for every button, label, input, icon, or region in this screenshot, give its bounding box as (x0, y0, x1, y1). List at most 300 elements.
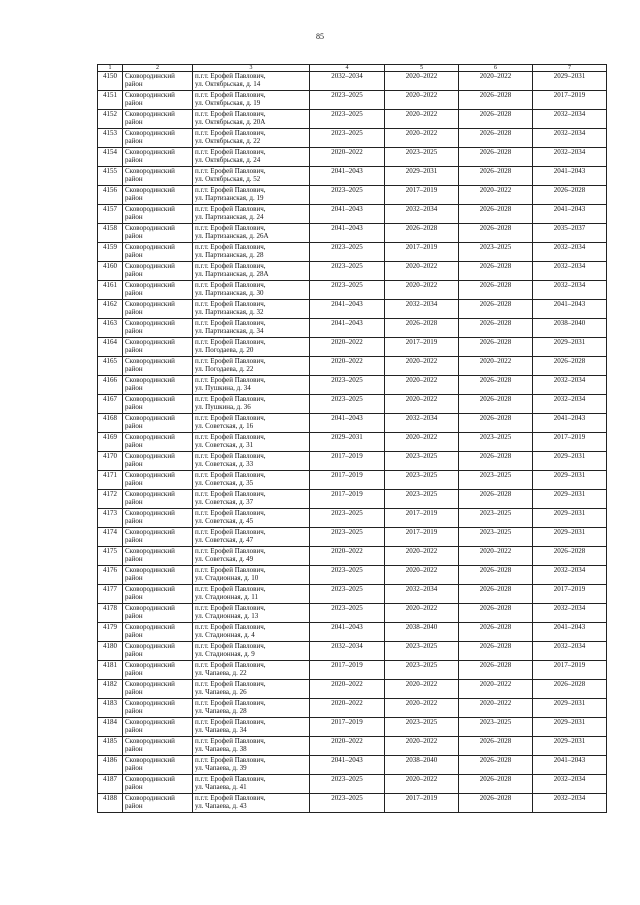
table-row (98, 547, 607, 566)
period-cell-col6: 2026–2028 (459, 148, 533, 167)
address-cell (193, 262, 310, 281)
period-cell-col6: 2020–2022 (459, 680, 533, 699)
district-cell (123, 794, 193, 813)
district-line: Сковородинский (125, 509, 175, 517)
address-line: ул. Октябрьская, д. 52 (195, 175, 261, 183)
district-line: район (125, 251, 143, 259)
period-cell-col6: 2026–2028 (459, 319, 533, 338)
period-cell-col4: 2020–2022 (310, 357, 385, 376)
district-line: Сковородинский (125, 243, 175, 251)
period-cell-col5: 2023–2025 (385, 490, 459, 509)
column-number: 4 (310, 65, 385, 72)
district-line: район (125, 479, 143, 487)
period-cell-col5: 2038–2040 (385, 756, 459, 775)
column-number: 7 (533, 65, 607, 72)
address-line: п.г.т. Ерофей Павлович, (195, 547, 266, 555)
address-cell (193, 319, 310, 338)
address-cell (193, 547, 310, 566)
address-cell (193, 205, 310, 224)
address-line: п.г.т. Ерофей Павлович, (195, 281, 266, 289)
table-row (98, 395, 607, 414)
period-cell-col4: 2023–2025 (310, 794, 385, 813)
period-cell-col7: 2029–2031 (533, 490, 607, 509)
address-line: п.г.т. Ерофей Павлович, (195, 205, 266, 213)
period-cell-col4: 2017–2019 (310, 490, 385, 509)
address-line: п.г.т. Ерофей Павлович, (195, 224, 266, 232)
table-row (98, 110, 607, 129)
address-line: п.г.т. Ерофей Павлович, (195, 661, 266, 669)
address-line: ул. Чапаева, д. 43 (195, 802, 247, 810)
table-row (98, 642, 607, 661)
period-cell-col6: 2026–2028 (459, 452, 533, 471)
district-line: Сковородинский (125, 566, 175, 574)
address-cell (193, 224, 310, 243)
address-line: п.г.т. Ерофей Павлович, (195, 737, 266, 745)
period-cell-col5: 2020–2022 (385, 72, 459, 91)
period-cell-col4: 2017–2019 (310, 718, 385, 737)
district-line: район (125, 498, 143, 506)
district-line: Сковородинский (125, 300, 175, 308)
period-cell-col6: 2026–2028 (459, 110, 533, 129)
period-cell-col5: 2017–2019 (385, 794, 459, 813)
table-row (98, 737, 607, 756)
district-line: Сковородинский (125, 414, 175, 422)
address-line: ул. Погодаева, д. 20 (195, 346, 254, 354)
period-cell-col5: 2020–2022 (385, 91, 459, 110)
period-cell-col7: 2032–2034 (533, 642, 607, 661)
record-number-cell: 4167 (98, 395, 123, 414)
period-cell-col7: 2029–2031 (533, 471, 607, 490)
address-line: п.г.т. Ерофей Павлович, (195, 452, 266, 460)
period-cell-col5: 2020–2022 (385, 376, 459, 395)
record-number-cell: 4180 (98, 642, 123, 661)
table-row (98, 91, 607, 110)
table-row (98, 243, 607, 262)
period-cell-col5: 2032–2034 (385, 205, 459, 224)
district-line: район (125, 574, 143, 582)
district-line: Сковородинский (125, 148, 175, 156)
district-line: район (125, 213, 143, 221)
address-line: п.г.т. Ерофей Павлович, (195, 623, 266, 631)
table-row (98, 775, 607, 794)
address-line: ул. Партизанская, д. 32 (195, 308, 264, 316)
district-line: район (125, 517, 143, 525)
period-cell-col5: 2017–2019 (385, 338, 459, 357)
district-cell (123, 680, 193, 699)
district-line: район (125, 460, 143, 468)
address-line: п.г.т. Ерофей Павлович, (195, 433, 266, 441)
period-cell-col4: 2032–2034 (310, 642, 385, 661)
period-cell-col7: 2029–2031 (533, 699, 607, 718)
period-cell-col6: 2026–2028 (459, 756, 533, 775)
table-row (98, 699, 607, 718)
district-cell (123, 566, 193, 585)
address-line: п.г.т. Ерофей Павлович, (195, 91, 266, 99)
district-cell (123, 756, 193, 775)
record-number-cell: 4153 (98, 129, 123, 148)
address-cell (193, 186, 310, 205)
address-line: ул. Погодаева, д. 22 (195, 365, 254, 373)
district-line: район (125, 745, 143, 753)
district-line: Сковородинский (125, 129, 175, 137)
address-cell (193, 680, 310, 699)
district-line: Сковородинский (125, 775, 175, 783)
table-row (98, 756, 607, 775)
record-number-cell: 4181 (98, 661, 123, 680)
table-row (98, 262, 607, 281)
period-cell-col5: 2023–2025 (385, 148, 459, 167)
period-cell-col7: 2026–2028 (533, 547, 607, 566)
district-line: Сковородинский (125, 661, 175, 669)
period-cell-col6: 2026–2028 (459, 566, 533, 585)
table-row (98, 357, 607, 376)
period-cell-col6: 2026–2028 (459, 281, 533, 300)
period-cell-col5: 2023–2025 (385, 642, 459, 661)
period-cell-col4: 2041–2043 (310, 205, 385, 224)
district-line: район (125, 783, 143, 791)
district-line: район (125, 441, 143, 449)
period-cell-col7: 2032–2034 (533, 395, 607, 414)
housing-register-table (97, 64, 607, 813)
table-body (98, 72, 607, 813)
period-cell-col5: 2023–2025 (385, 718, 459, 737)
period-cell-col7: 2029–2031 (533, 737, 607, 756)
period-cell-col6: 2020–2022 (459, 547, 533, 566)
period-cell-col7: 2032–2034 (533, 376, 607, 395)
district-cell (123, 72, 193, 91)
address-line: ул. Чапаева, д. 39 (195, 764, 247, 772)
district-cell (123, 775, 193, 794)
district-line: район (125, 707, 143, 715)
period-cell-col5: 2020–2022 (385, 110, 459, 129)
period-cell-col7: 2026–2028 (533, 357, 607, 376)
table-row (98, 509, 607, 528)
address-line: ул. Стадионная, д. 13 (195, 612, 259, 620)
period-cell-col4: 2023–2025 (310, 281, 385, 300)
period-cell-col6: 2026–2028 (459, 794, 533, 813)
record-number-cell: 4182 (98, 680, 123, 699)
district-line: район (125, 669, 143, 677)
address-line: п.г.т. Ерофей Павлович, (195, 528, 266, 536)
period-cell-col6: 2023–2025 (459, 718, 533, 737)
address-cell (193, 528, 310, 547)
address-cell (193, 566, 310, 585)
address-cell (193, 737, 310, 756)
period-cell-col5: 2020–2022 (385, 604, 459, 623)
period-cell-col4: 2029–2031 (310, 433, 385, 452)
address-cell (193, 661, 310, 680)
period-cell-col5: 2020–2022 (385, 281, 459, 300)
district-line: район (125, 650, 143, 658)
district-line: район (125, 308, 143, 316)
period-cell-col7: 2041–2043 (533, 414, 607, 433)
record-number-cell: 4151 (98, 91, 123, 110)
column-number-row (98, 65, 607, 72)
column-number: 2 (123, 65, 193, 72)
address-line: ул. Октябрьская, д. 22 (195, 137, 261, 145)
district-cell (123, 167, 193, 186)
record-number-cell: 4185 (98, 737, 123, 756)
period-cell-col4: 2023–2025 (310, 585, 385, 604)
period-cell-col6: 2020–2022 (459, 186, 533, 205)
period-cell-col6: 2026–2028 (459, 129, 533, 148)
period-cell-col7: 2041–2043 (533, 623, 607, 642)
table-row (98, 585, 607, 604)
district-line: район (125, 346, 143, 354)
period-cell-col4: 2023–2025 (310, 376, 385, 395)
table-row (98, 376, 607, 395)
period-cell-col7: 2017–2019 (533, 91, 607, 110)
district-line: Сковородинский (125, 604, 175, 612)
record-number-cell: 4168 (98, 414, 123, 433)
period-cell-col5: 2023–2025 (385, 452, 459, 471)
period-cell-col7: 2017–2019 (533, 433, 607, 452)
district-line: район (125, 156, 143, 164)
district-line: Сковородинский (125, 319, 175, 327)
district-line: Сковородинский (125, 623, 175, 631)
address-line: ул. Пушкина, д. 34 (195, 384, 251, 392)
period-cell-col5: 2020–2022 (385, 395, 459, 414)
period-cell-col7: 2017–2019 (533, 661, 607, 680)
address-line: ул. Чапаева, д. 41 (195, 783, 247, 791)
period-cell-col5: 2032–2034 (385, 414, 459, 433)
address-line: п.г.т. Ерофей Павлович, (195, 604, 266, 612)
address-line: п.г.т. Ерофей Павлович, (195, 699, 266, 707)
address-cell (193, 300, 310, 319)
address-cell (193, 243, 310, 262)
district-cell (123, 91, 193, 110)
period-cell-col4: 2041–2043 (310, 414, 385, 433)
address-cell (193, 91, 310, 110)
period-cell-col7: 2041–2043 (533, 756, 607, 775)
table-row (98, 224, 607, 243)
period-cell-col6: 2026–2028 (459, 300, 533, 319)
address-line: п.г.т. Ерофей Павлович, (195, 414, 266, 422)
record-number-cell: 4187 (98, 775, 123, 794)
address-line: ул. Советская, д. 33 (195, 460, 254, 468)
period-cell-col4: 2023–2025 (310, 566, 385, 585)
address-cell (193, 338, 310, 357)
address-line: п.г.т. Ерофей Павлович, (195, 585, 266, 593)
address-cell (193, 490, 310, 509)
district-line: район (125, 270, 143, 278)
period-cell-col7: 2038–2040 (533, 319, 607, 338)
address-line: ул. Партизанская, д. 26А (195, 232, 269, 240)
record-number-cell: 4183 (98, 699, 123, 718)
address-cell (193, 756, 310, 775)
period-cell-col6: 2026–2028 (459, 604, 533, 623)
period-cell-col7: 2032–2034 (533, 129, 607, 148)
period-cell-col6: 2020–2022 (459, 699, 533, 718)
address-line: ул. Советская, д. 45 (195, 517, 254, 525)
address-line: ул. Партизанская, д. 28 (195, 251, 264, 259)
period-cell-col5: 2038–2040 (385, 623, 459, 642)
table-row (98, 72, 607, 91)
record-number-cell: 4179 (98, 623, 123, 642)
district-line: Сковородинский (125, 376, 175, 384)
table-row (98, 186, 607, 205)
period-cell-col5: 2017–2019 (385, 528, 459, 547)
district-cell (123, 509, 193, 528)
period-cell-col4: 2023–2025 (310, 110, 385, 129)
record-number-cell: 4152 (98, 110, 123, 129)
period-cell-col4: 2041–2043 (310, 623, 385, 642)
period-cell-col5: 2020–2022 (385, 680, 459, 699)
address-cell (193, 452, 310, 471)
district-line: Сковородинский (125, 699, 175, 707)
district-line: Сковородинский (125, 72, 175, 80)
district-cell (123, 414, 193, 433)
period-cell-col4: 2041–2043 (310, 167, 385, 186)
address-line: п.г.т. Ерофей Павлович, (195, 471, 266, 479)
address-line: ул. Октябрьская, д. 14 (195, 80, 261, 88)
period-cell-col5: 2023–2025 (385, 661, 459, 680)
period-cell-col7: 2032–2034 (533, 794, 607, 813)
record-number-cell: 4164 (98, 338, 123, 357)
address-line: п.г.т. Ерофей Павлович, (195, 490, 266, 498)
record-number-cell: 4150 (98, 72, 123, 91)
district-line: Сковородинский (125, 642, 175, 650)
record-number-cell: 4177 (98, 585, 123, 604)
period-cell-col6: 2023–2025 (459, 243, 533, 262)
address-line: п.г.т. Ерофей Павлович, (195, 680, 266, 688)
period-cell-col4: 2041–2043 (310, 756, 385, 775)
district-line: район (125, 118, 143, 126)
address-cell (193, 509, 310, 528)
address-line: п.г.т. Ерофей Павлович, (195, 129, 266, 137)
period-cell-col6: 2023–2025 (459, 471, 533, 490)
district-cell (123, 642, 193, 661)
table-row (98, 452, 607, 471)
period-cell-col5: 2029–2031 (385, 167, 459, 186)
period-cell-col4: 2023–2025 (310, 129, 385, 148)
period-cell-col7: 2041–2043 (533, 167, 607, 186)
district-cell (123, 623, 193, 642)
address-cell (193, 72, 310, 91)
address-cell (193, 167, 310, 186)
district-cell (123, 338, 193, 357)
district-line: район (125, 327, 143, 335)
address-cell (193, 395, 310, 414)
record-number-cell: 4154 (98, 148, 123, 167)
table-row (98, 300, 607, 319)
period-cell-col6: 2026–2028 (459, 338, 533, 357)
address-line: ул. Стадионная, д. 9 (195, 650, 255, 658)
record-number-cell: 4155 (98, 167, 123, 186)
period-cell-col6: 2023–2025 (459, 528, 533, 547)
address-line: ул. Партизанская, д. 28А (195, 270, 269, 278)
period-cell-col7: 2029–2031 (533, 718, 607, 737)
district-line: район (125, 175, 143, 183)
address-line: п.г.т. Ерофей Павлович, (195, 357, 266, 365)
record-number-cell: 4160 (98, 262, 123, 281)
district-line: Сковородинский (125, 433, 175, 441)
period-cell-col4: 2041–2043 (310, 319, 385, 338)
period-cell-col5: 2020–2022 (385, 699, 459, 718)
address-line: п.г.т. Ерофей Павлович, (195, 338, 266, 346)
period-cell-col4: 2023–2025 (310, 395, 385, 414)
district-cell (123, 699, 193, 718)
address-line: ул. Советская, д. 16 (195, 422, 254, 430)
record-number-cell: 4163 (98, 319, 123, 338)
address-line: ул. Чапаева, д. 22 (195, 669, 247, 677)
period-cell-col5: 2026–2028 (385, 319, 459, 338)
district-cell (123, 319, 193, 338)
district-line: Сковородинский (125, 718, 175, 726)
record-number-cell: 4178 (98, 604, 123, 623)
period-cell-col4: 2020–2022 (310, 338, 385, 357)
period-cell-col7: 2032–2034 (533, 148, 607, 167)
district-line: район (125, 612, 143, 620)
table-row (98, 205, 607, 224)
period-cell-col6: 2023–2025 (459, 433, 533, 452)
period-cell-col4: 2023–2025 (310, 262, 385, 281)
address-line: ул. Советская, д. 37 (195, 498, 254, 506)
period-cell-col6: 2026–2028 (459, 737, 533, 756)
district-cell (123, 300, 193, 319)
address-line: ул. Октябрьская, д. 19 (195, 99, 261, 107)
table-row (98, 490, 607, 509)
district-line: Сковородинский (125, 680, 175, 688)
period-cell-col6: 2026–2028 (459, 205, 533, 224)
address-line: п.г.т. Ерофей Павлович, (195, 395, 266, 403)
record-number-cell: 4186 (98, 756, 123, 775)
address-line: ул. Стадионная, д. 11 (195, 593, 258, 601)
period-cell-col5: 2017–2019 (385, 243, 459, 262)
address-cell (193, 129, 310, 148)
table-row (98, 433, 607, 452)
district-line: Сковородинский (125, 224, 175, 232)
table-row (98, 148, 607, 167)
address-line: п.г.т. Ерофей Павлович, (195, 642, 266, 650)
district-line: район (125, 384, 143, 392)
period-cell-col7: 2032–2034 (533, 262, 607, 281)
record-number-cell: 4172 (98, 490, 123, 509)
period-cell-col4: 2017–2019 (310, 661, 385, 680)
district-cell (123, 471, 193, 490)
address-cell (193, 148, 310, 167)
table-row (98, 661, 607, 680)
district-line: район (125, 403, 143, 411)
address-line: п.г.т. Ерофей Павлович, (195, 566, 266, 574)
address-line: ул. Чапаева, д. 28 (195, 707, 247, 715)
period-cell-col4: 2020–2022 (310, 680, 385, 699)
address-cell (193, 110, 310, 129)
period-cell-col4: 2020–2022 (310, 737, 385, 756)
column-number: 3 (193, 65, 310, 72)
district-cell (123, 547, 193, 566)
address-cell (193, 414, 310, 433)
period-cell-col4: 2023–2025 (310, 186, 385, 205)
district-cell (123, 585, 193, 604)
column-number: 6 (459, 65, 533, 72)
district-line: Сковородинский (125, 471, 175, 479)
address-cell (193, 357, 310, 376)
period-cell-col5: 2020–2022 (385, 775, 459, 794)
district-line: Сковородинский (125, 756, 175, 764)
address-cell (193, 281, 310, 300)
period-cell-col7: 2032–2034 (533, 281, 607, 300)
district-line: район (125, 422, 143, 430)
district-line: район (125, 365, 143, 373)
district-cell (123, 376, 193, 395)
district-cell (123, 148, 193, 167)
address-line: ул. Советская, д. 47 (195, 536, 254, 544)
period-cell-col6: 2026–2028 (459, 376, 533, 395)
period-cell-col4: 2023–2025 (310, 243, 385, 262)
period-cell-col4: 2020–2022 (310, 699, 385, 718)
period-cell-col5: 2032–2034 (385, 585, 459, 604)
